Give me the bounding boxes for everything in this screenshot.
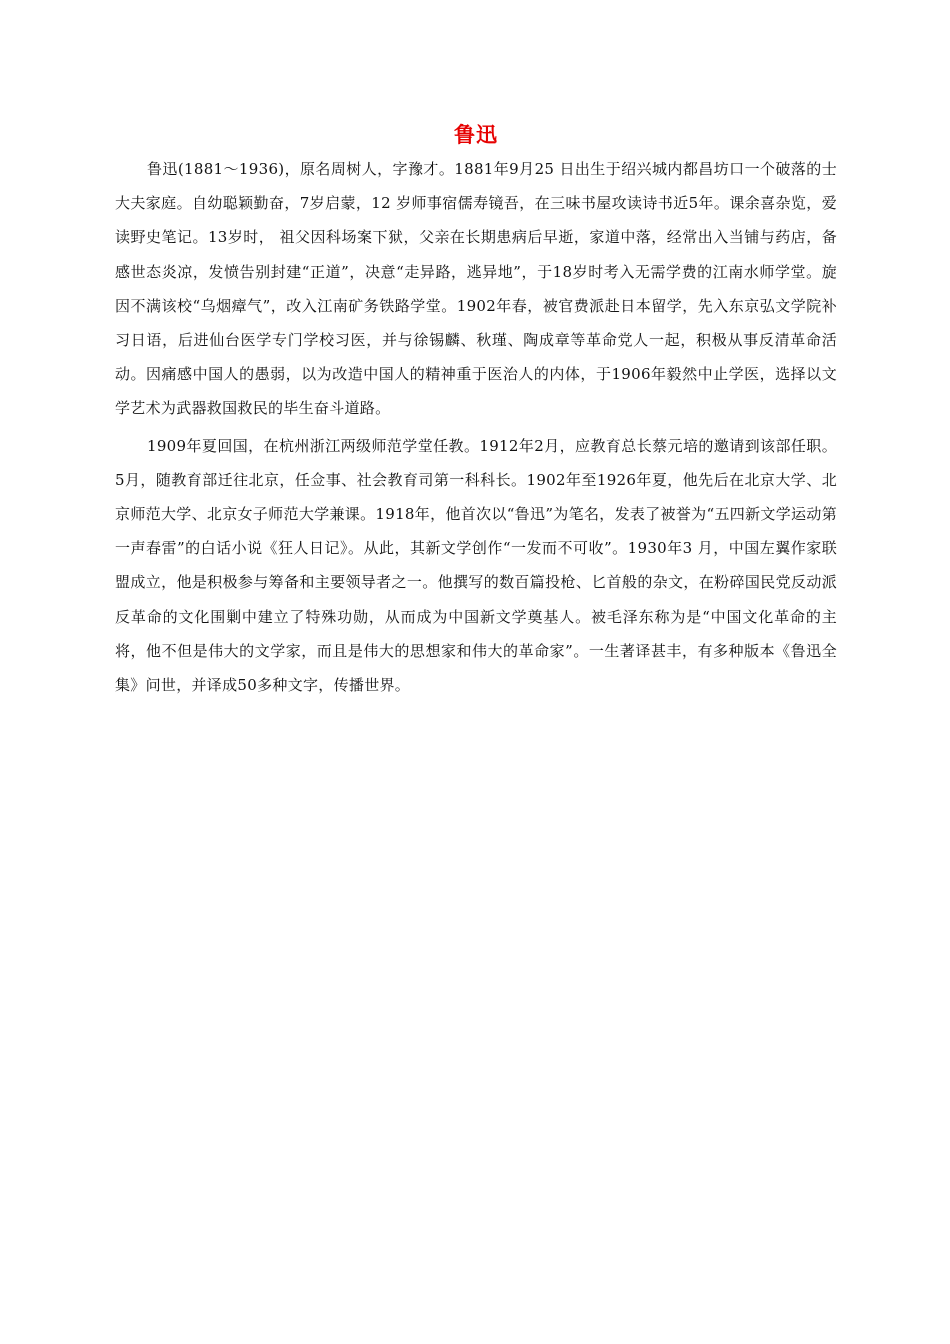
paragraph-early-life: 鲁迅(1881～1936)，原名周树人，字豫才。1881年9月25 日出生于绍兴城内都昌坊口一个破落的士大夫家庭。自幼聪颖勤奋，7岁启蒙，12 岁师事宿儒寿镜吾，在三味书屋攻读诗书近5年。课余喜杂览，爱读野史笔记。13岁时， 祖父因科场案下狱，父亲在长期患病后早逝，家道中落，经常出入当铺与药店，备感世态炎凉，发愤告别封建“正道”，决意“走异路，逃异地”，于18岁时考入无需学费的江南水师学堂。旋因不满该校“乌烟瘴气”，改入江南矿务铁路学堂。1902年春，被官费派赴日本留学，先入东京弘文学院补习日语，后进仙台医学专门学校习医，并与徐锡麟、秋瑾、陶成章等革命党人一起，积极从事反清革命活动。因痛感中国人的愚弱，以为改造中国人的精神重于医治人的内体，于1906年毅然中止学医，选择以文学艺术为武器救国救民的毕生奋斗道路。 xyxy=(115,160,837,418)
paragraph-later-career: 1909年夏回国，在杭州浙江两级师范学堂任教。1912年2月，应教育总长蔡元培的邀请到该部任职。5月，随教育部迁往北京，任佥事、社会教育司第一科科长。1902年至1926年夏，他先后在北京大学、北京师范大学、北京女子师范大学兼课。1918年，他首次以“鲁迅”为笔名，发表了被誉为“五四新文学运动第一声春雷”的白话小说《狂人日记》。从此，其新文学创作“一发而不可收”。1930年3 月，中国左翼作家联盟成立，他是积极参与筹备和主要领导者之一。他撰写的数百篇投枪、匕首般的杂文，在粉碎国民党反动派反革命的文化围剿中建立了特殊功勋，从而成为中国新文学奠基人。被毛泽东称为是“中国文化革命的主将，他不但是伟大的文学家，而且是伟大的思想家和伟大的革命家”。一生著译甚丰，有多种版本《鲁迅全集》问世，并译成50多种文字，传播世界。 xyxy=(115,436,837,695)
document-page xyxy=(115,118,837,702)
document-title: 鲁迅 xyxy=(454,123,498,147)
